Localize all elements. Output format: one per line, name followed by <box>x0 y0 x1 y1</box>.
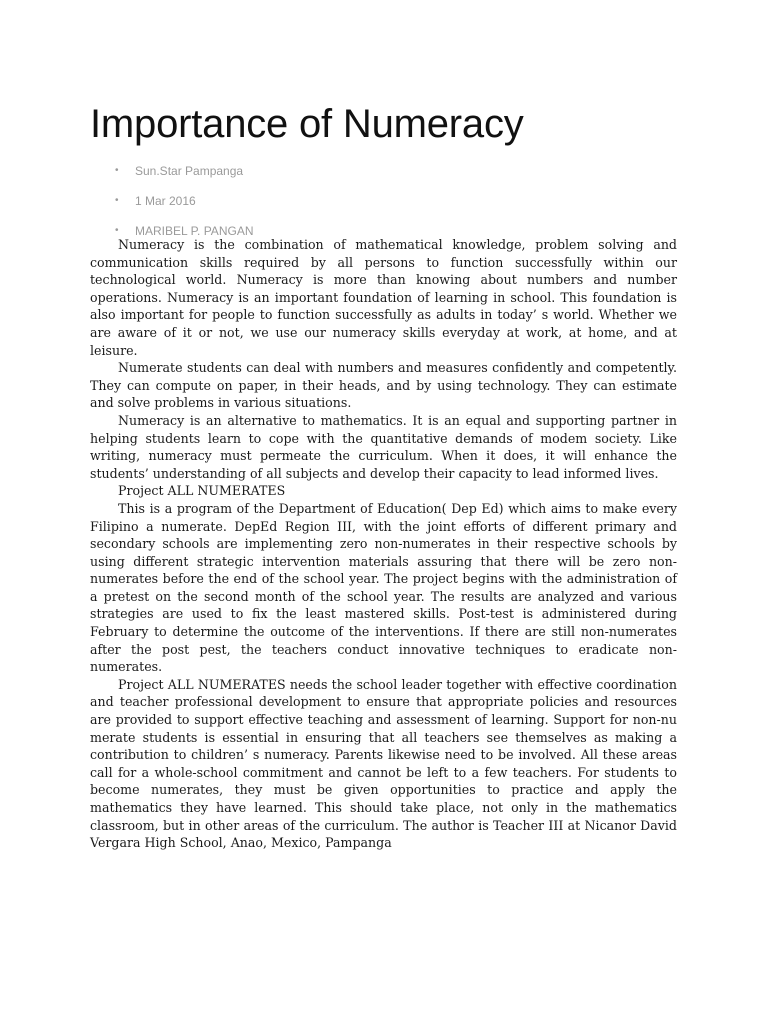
bullet-icon: • <box>115 165 119 176</box>
meta-date-text: 1 Mar 2016 <box>135 194 196 208</box>
paragraph: Numeracy is an alternative to mathematics. It is an equal and supporting partner in helping students learn to cope with the quantitative demands of modem society. Like writing, numeracy must permeate the curriculum. When it does, it will enhance the students’ understanding of all subjects and develop their capacity to lead informed lives. <box>90 412 677 481</box>
bullet-icon: • <box>115 195 119 206</box>
bullet-icon: • <box>115 225 119 236</box>
paragraph: This is a program of the Department of Education( Dep Ed) which aims to make every Filipino a numerate. DepEd Region III, with the joint efforts of different primary and secondary schools are implementing zero non-numerates in their respective schools by using different strategic intervention materials assuring that there will be zero non-numerates before the end of the school year. The project begins with the administration of a pretest on the second month of the school year. The results are analyzed and various strategies are used to fix the least mastered skills. Post-test is administered during February to determine the outcome of the interventions. If there are still non-numerates after the post pest, the teachers conduct innovative techniques to eradicate non-numerates. <box>90 500 677 675</box>
meta-author-text: MARIBEL P. PANGAN <box>135 224 254 238</box>
paragraph: Numeracy is the combination of mathematical knowledge, problem solving and communication skills required by all persons to function successfully within our technological world. Numeracy is more than knowing about numbers and number operations. Numeracy is an important foundation of learning in school. This foundation is also important for people to function successfully as adults in today’ s world. Whether we are aware of it or not, we use our numeracy skills everyday at work, at home, and at leisure. <box>90 237 677 358</box>
meta-author <box>90 224 677 238</box>
meta-source-text: Sun.Star Pampanga <box>135 164 244 178</box>
article-body <box>90 236 677 852</box>
meta-source <box>90 164 677 178</box>
paragraph: Numerate students can deal with numbers and measures confidently and competently. They can compute on paper, in their heads, and by using technology. They can estimate and solve problems in various situations. <box>90 360 677 411</box>
article-title: Importance of Numeracy <box>90 102 524 146</box>
paragraph: Project ALL NUMERATES needs the school leader together with effective coordination and teacher professional development to ensure that appropriate policies and resources are provided to support effective teaching and assessment of learning. Support for non-nu merate students is essential in ensuring that all teachers see themselves as making a contribution to children’ s numeracy. Parents likewise need to be involved. All these areas call for a whole-school commitment and cannot be left to a few teachers. For students to become numerates, they must be given opportunities to practice and apply the mathematics they have learned. This should take place, not only in the mathematics classroom, but in other areas of the curriculum. The author is Teacher III at Nicanor David Vergara High School, Anao, Mexico, Pampanga <box>90 676 677 851</box>
article <box>90 98 677 852</box>
meta-date <box>90 194 677 208</box>
section-heading: Project ALL NUMERATES <box>118 483 286 499</box>
article-meta-list <box>90 164 677 238</box>
